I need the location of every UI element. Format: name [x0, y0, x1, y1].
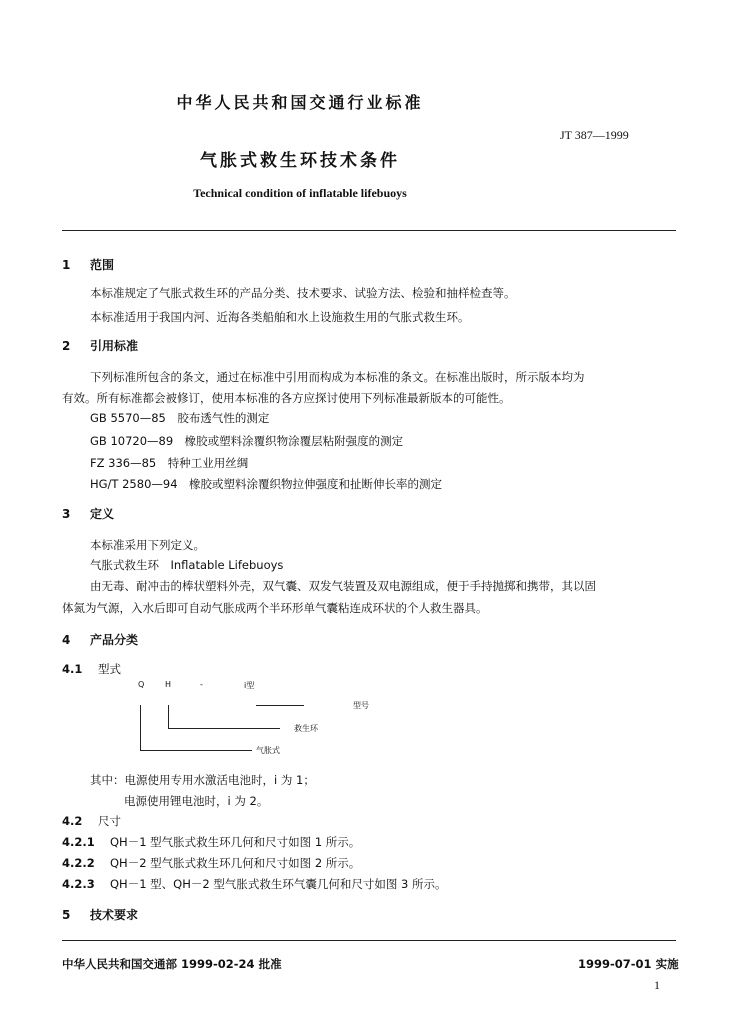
section-title: 定义 [90, 507, 115, 521]
clause-4-2-1 [62, 834, 360, 850]
section-number: 3 [62, 507, 71, 521]
diagram-type-i: i型 [244, 681, 255, 690]
definition-text-line-1: 由无毒、耐冲击的棒状塑料外壳，双气囊、双发气装置及双电源组成，便于手持抛掷和携带，其以固 [90, 579, 596, 593]
footer-rule [62, 940, 676, 941]
document-title-english: Technical condition of inflatable lifebuoys [193, 186, 407, 200]
clause-4-2-3 [62, 876, 446, 892]
diagram-label-inflatable: 气胀式 [256, 746, 280, 755]
section-number: 2 [62, 339, 71, 353]
diagram-label-model: 型号 [353, 701, 369, 710]
diagram-letter-h: H [165, 680, 172, 689]
diagram-line-inflatable [140, 750, 252, 751]
issuing-organization: 中华人民共和国交通行业标准 [176, 93, 424, 112]
subsection-title: 型式 [98, 662, 121, 676]
reference-item: FZ 336—85 特种工业用丝绸 [90, 456, 249, 470]
approval-statement: 中华人民共和国交通部 1999-02-24 批准 [62, 957, 282, 971]
section-title: 技术要求 [90, 908, 139, 922]
reference-item: HG/T 2580—94 橡胶或塑料涂覆织物拉伸强度和扯断伸长率的测定 [90, 477, 443, 491]
subsection-4-2-heading [62, 813, 121, 829]
clause-4-2-2 [62, 855, 360, 871]
diagram-line-model [256, 705, 304, 706]
section-title: 范围 [90, 258, 115, 272]
clause-text: QH－1 型、QH－2 型气胀式救生环气囊几何和尺寸如图 3 所示。 [110, 877, 447, 891]
subsection-title: 尺寸 [98, 814, 121, 828]
section-number: 4 [62, 633, 71, 647]
header-rule [62, 230, 676, 231]
diagram-dash: - [200, 680, 203, 689]
section-1-paragraph-2: 本标准适用于我国内河、近海各类船舶和水上设施救生用的气胀式救生环。 [90, 310, 470, 324]
definition-text-line-2: 体氮为气源，入水后即可自动气胀成两个半环形单气囊粘连成环状的个人救生器具。 [62, 601, 488, 615]
subsection-4-1-heading [62, 661, 121, 677]
section-number: 1 [62, 258, 71, 272]
document-title: 气胀式救生环技术条件 [200, 151, 400, 171]
clause-number: 4.2.1 [62, 835, 95, 849]
clause-text: QH－2 型气胀式救生环几何和尺寸如图 2 所示。 [110, 856, 361, 870]
implementation-date: 1999-07-01 实施 [578, 957, 679, 971]
section-1-heading [62, 256, 114, 273]
clause-number: 4.2.2 [62, 856, 95, 870]
section-3-paragraph-1: 本标准采用下列定义。 [90, 538, 205, 552]
section-title: 引用标准 [90, 339, 139, 353]
diagram-letter-q: Q [138, 680, 145, 689]
section-4-heading [62, 631, 138, 648]
subsection-number: 4.1 [62, 662, 83, 676]
section-2-heading [62, 337, 138, 354]
section-3-heading [62, 505, 114, 522]
note-line-2: 电源使用锂电池时，i 为 2。 [124, 794, 269, 808]
diagram-label-lifebuoy: 救生环 [294, 724, 318, 733]
page-number: 1 [654, 978, 660, 992]
section-title: 产品分类 [90, 633, 139, 647]
diagram-line-lifebuoy-vertical [168, 705, 169, 729]
clause-text: QH－1 型气胀式救生环几何和尺寸如图 1 所示。 [110, 835, 361, 849]
note-line-1: 其中：电源使用专用水激活电池时，i 为 1； [90, 773, 315, 787]
subsection-number: 4.2 [62, 814, 83, 828]
section-1-paragraph-1: 本标准规定了气胀式救生环的产品分类、技术要求、试验方法、检验和抽样检查等。 [90, 286, 516, 300]
section-2-paragraph-line-1: 下列标准所包含的条文，通过在标准中引用而构成为本标准的条文。在标准出版时，所示版本均为 [90, 370, 585, 384]
clause-number: 4.2.3 [62, 877, 95, 891]
section-number: 5 [62, 908, 71, 922]
diagram-line-lifebuoy [168, 728, 280, 729]
reference-item: GB 10720—89 橡胶或塑料涂覆织物涂覆层粘附强度的测定 [90, 434, 404, 448]
section-5-heading [62, 906, 138, 923]
section-2-paragraph-line-2: 有效。所有标准都会被修订，使用本标准的各方应探讨使用下列标准最新版本的可能性。 [62, 391, 511, 405]
diagram-line-inflatable-vertical [140, 705, 141, 751]
reference-item: GB 5570—85 胶布透气性的测定 [90, 411, 270, 425]
standard-code: JT 387—1999 [560, 128, 629, 142]
definition-term: 气胀式救生环 Inflatable Lifebuoys [90, 558, 284, 572]
